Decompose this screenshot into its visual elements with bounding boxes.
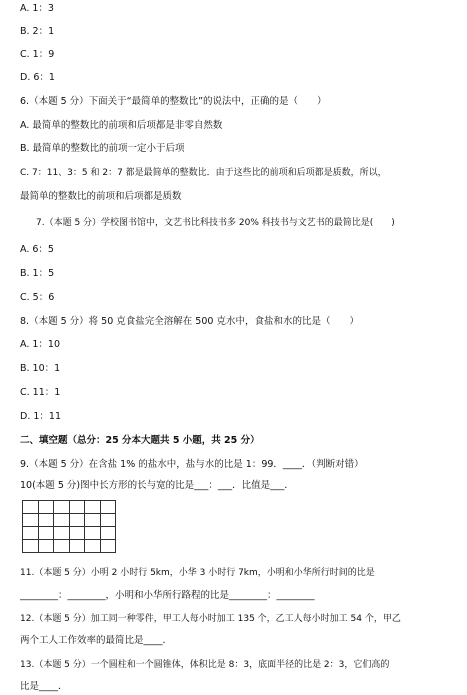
q8-stem: 8.（本题 5 分）将 50 克食盐完全溶解在 500 克水中，食盐和水的比是（ ） (20, 316, 359, 327)
q5-option-c: C. 1：9 (20, 49, 55, 60)
q9-text: 9.（本题 5 分）在含盐 1% 的盐水中，盐与水的比是 1：99．____．（判断对错） (20, 459, 364, 470)
q8-option-d: D. 1：11 (20, 411, 61, 422)
section-2-title: 二、填空题（总分：25 分本大题共 5 小题，共 25 分） (20, 435, 260, 446)
q11-line1: 11.（本题 5 分）小明 2 小时行 5km，小华 3 小时行 7km，小明和小华所行时间的比是 (20, 568, 375, 578)
q5-option-b: B. 2：1 (20, 26, 55, 37)
q5-option-a: A. 1：3 (20, 3, 54, 14)
q13-line2: 比是____． (20, 681, 68, 692)
q13-line1: 13.（本题 5 分）一个圆柱和一个圆锥体，体积比是 8：3，底面半径的比是 2：3，它们高的 (20, 660, 390, 670)
q10-text: 10(本题 5 分)图中长方形的长与宽的比是___：___．比值是___． (20, 480, 294, 491)
q7-option-b: B. 1：5 (20, 268, 55, 279)
rectangle-grid-figure (22, 500, 116, 553)
q6-option-a: A. 最简单的整数比的前项和后项都是非零自然数 (20, 120, 223, 131)
q6-option-c-line2: 最简单的整数比的前项和后项都是质数 (20, 191, 182, 202)
q8-option-b: B. 10：1 (20, 363, 61, 374)
q6-option-b: B. 最简单的整数比的前项一定小于后项 (20, 143, 185, 154)
q7-stem: 7.（本题 5 分）学校图书馆中，文艺书比科技书多 20% 科技书与文艺书的最简比是( ) (36, 218, 395, 228)
q12-line1: 12.（本题 5 分）加工同一种零件，甲工人每小时加工 135 个，乙工人每小时加工 54 个，甲乙 (20, 614, 401, 624)
q7-option-a: A. 6：5 (20, 244, 54, 255)
q7-option-c: C. 5：6 (20, 292, 55, 303)
q12-line2: 两个工人工作效率的最简比是____． (20, 635, 173, 646)
q5-option-d: D. 6：1 (20, 72, 55, 83)
q6-stem: 6.（本题 5 分）下面关于“最简单的整数比”的说法中，正确的是（ ） (20, 96, 327, 107)
q8-option-a: A. 1：10 (20, 339, 61, 350)
q8-option-c: C. 11：1 (20, 387, 61, 398)
q11-line2: ________：________，小明和小华所行路程的比是________：________ (20, 590, 315, 601)
q6-option-c-line1: C. 7：11、3：5 和 2：7 都是最简单的整数比．由于这些比的前项和后项都是质数，所以， (20, 168, 387, 178)
